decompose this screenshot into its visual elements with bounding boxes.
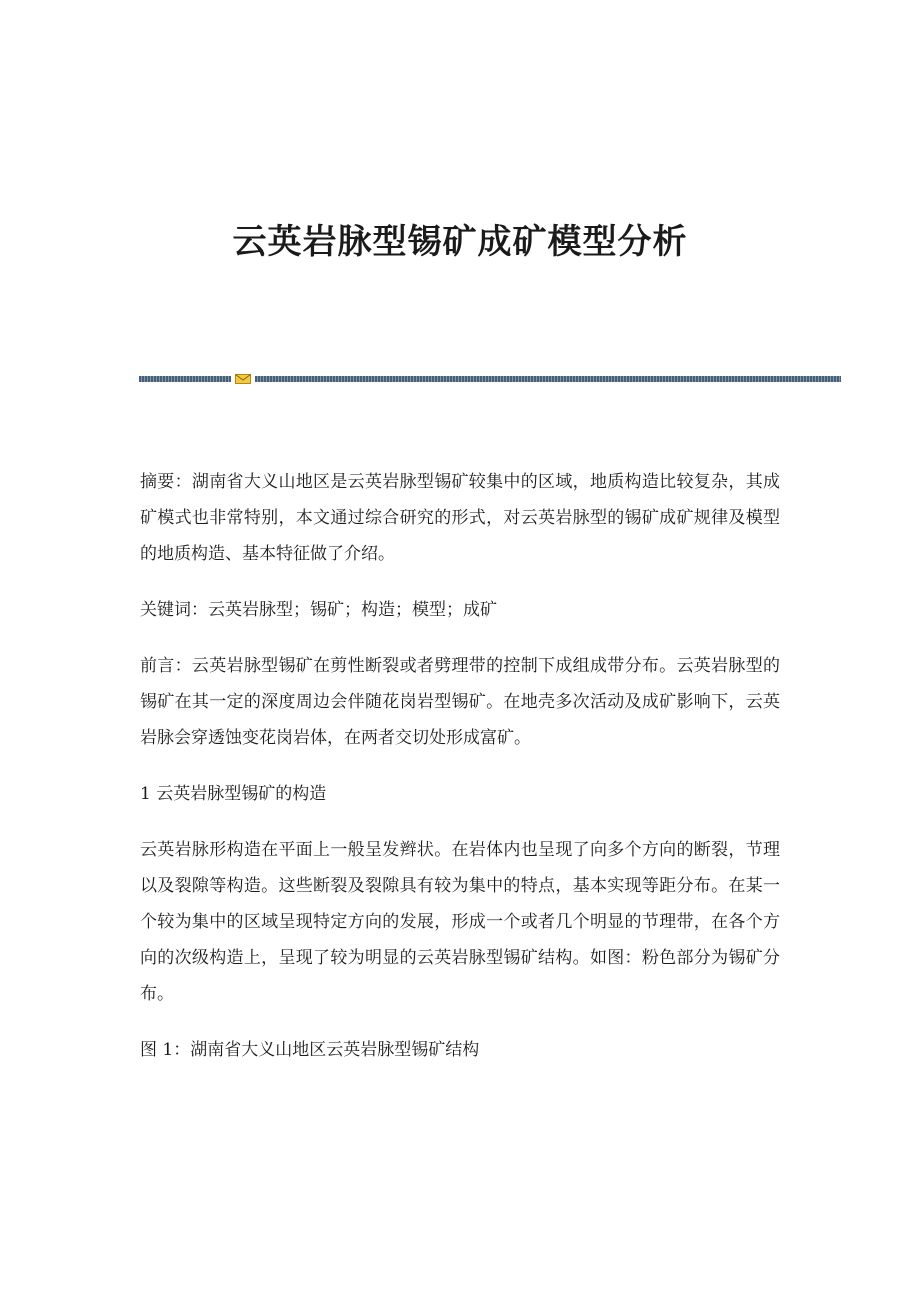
divider-bar-left — [139, 376, 231, 382]
page-title: 云英岩脉型锡矿成矿模型分析 — [232, 222, 688, 262]
body-paragraph: 云英岩脉形构造在平面上一般呈发辫状。在岩体内也呈现了向多个方向的断裂，节理以及裂隙等构造。这些断裂及裂隙具有较为集中的特点，基本实现等距分布。在某一个较为集中的区域呈现特定方向的发展，形成一个或者几个明显的节理带，在各个方向的次级构造上，呈现了较为明显的云英岩脉型锡矿结构。如图：粉色部分为锡矿分布。 — [140, 840, 780, 1004]
envelope-ornament-icon — [235, 374, 251, 384]
section-heading: 1 云英岩脉型锡矿的构造 — [140, 784, 327, 804]
keywords-paragraph: 关键词：云英岩脉型；锡矿；构造；模型；成矿 — [140, 600, 497, 620]
abstract-paragraph: 摘要：湖南省大义山地区是云英岩脉型锡矿较集中的区域，地质构造比较复杂，其成矿模式也非常特别，本文通过综合研究的形式，对云英岩脉型的锡矿成矿规律及模型的地质构造、基本特征做了介绍。 — [140, 472, 780, 564]
document-body — [140, 464, 780, 1088]
figure-caption: 图 1：湖南省大义山地区云英岩脉型锡矿结构 — [140, 1040, 480, 1060]
preface-paragraph: 前言：云英岩脉型锡矿在剪性断裂或者劈理带的控制下成组成带分布。云英岩脉型的锡矿在其一定的深度周边会伴随花岗岩型锡矿。在地壳多次活动及成矿影响下，云英岩脉会穿透蚀变花岗岩体，在两者交切处形成富矿。 — [140, 656, 780, 748]
divider-bar-right — [255, 376, 841, 382]
title-divider — [139, 374, 841, 384]
